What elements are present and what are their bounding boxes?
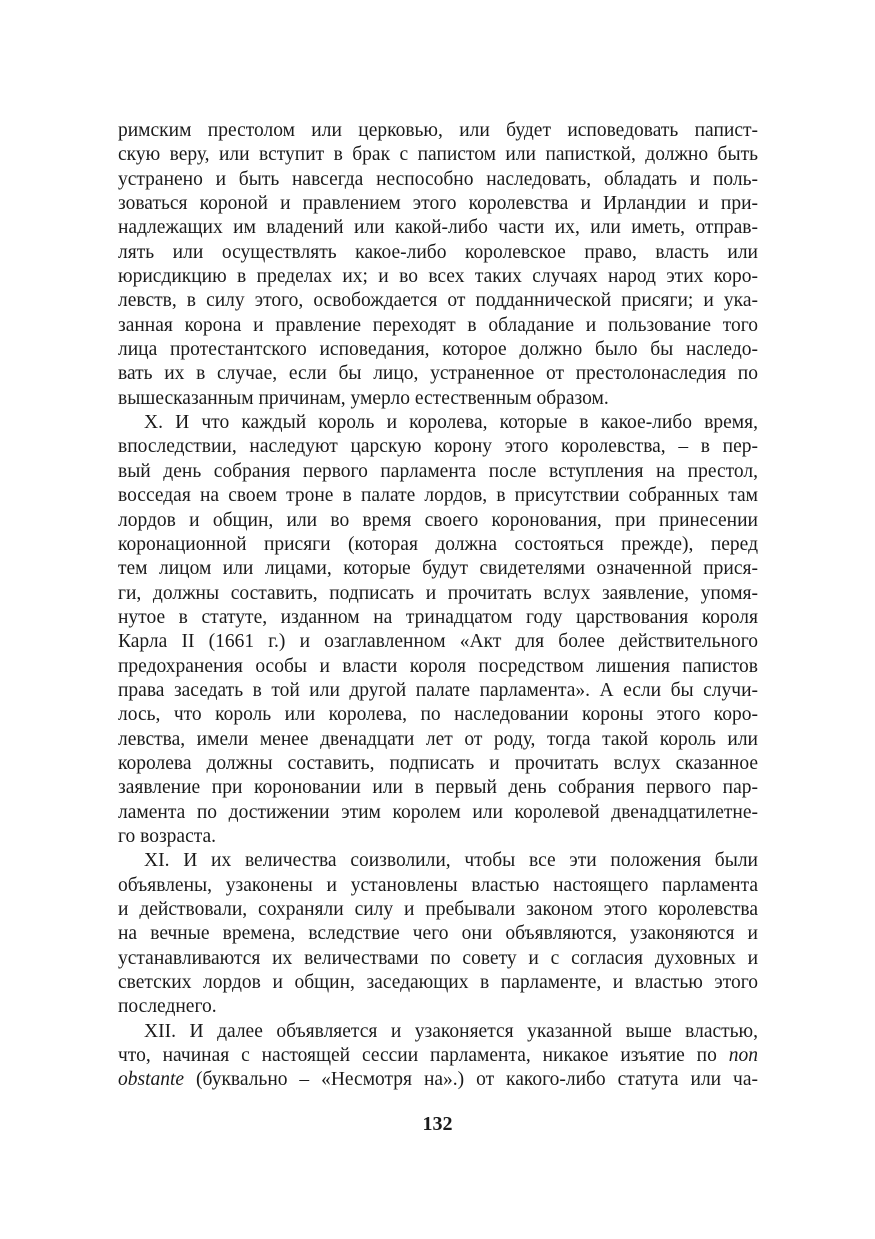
text-line: и действовали, сохраняли силу и пребывали законом этого королевства <box>118 899 758 920</box>
text-line: восседая на своем троне в палате лордов, в присутствии собранных там <box>118 485 758 507</box>
text-line: лица протестантского исповедания, которое должно было бы наследо- <box>118 339 758 361</box>
text-line: заявление при короновании или в первый день собрания первого пар- <box>118 777 758 799</box>
paragraph-xii-start: XII. И далее объявляется и узаконяется указанной выше властью, <box>144 1020 758 1042</box>
body-text <box>118 119 758 1093</box>
text-line: права заседать в той или другой палате парламента». А если бы случи- <box>118 679 758 701</box>
text-line-with-italic <box>118 1044 758 1068</box>
text-line: вый день собрания первого парламента после вступления на престол, <box>118 460 758 482</box>
text-line: юрисдикцию в пределах их; и во всех таких случаях народ этих коро- <box>118 266 758 288</box>
text-line: нутое в статуте, изданном на тринадцатом году царствования короля <box>118 606 758 628</box>
text-line: лордов и общин, или во время своего коронования, при принесении <box>118 509 758 531</box>
text-line: на вечные времена, вследствие чего они объявляются, узаконяются и <box>118 923 758 945</box>
text-line: римским престолом или церковью, или будет исповедовать папист- <box>118 120 758 141</box>
text-line: лось, что король или королева, по наследовании короны этого коро- <box>118 704 758 726</box>
text-segment: (буквально – «Несмотря на».) от какого-либо статута или ча- <box>196 1069 758 1091</box>
text-line: коронационной присяги (которая должна состояться прежде), перед <box>118 533 758 555</box>
text-line: тем лицом или лицами, которые будут свидетелями означенной прися- <box>118 558 758 580</box>
text-segment: что, начиная с настоящей сессии парламента, никакое изъятие по <box>118 1045 717 1067</box>
page-number: 132 <box>422 1113 453 1135</box>
text-line: объявлены, узаконены и установлены властью настоящего парламента <box>118 874 758 896</box>
text-line: впоследствии, наследуют царскую корону этого королевства, – в пер- <box>118 436 758 458</box>
paragraph-x-start: X. И что каждый король и королева, которые в какое-либо время, <box>144 412 758 434</box>
text-line: занная корона и правление переходят в обладание и пользование того <box>118 314 758 336</box>
text-line: устранено и быть навсегда неспособно наследовать, обладать и поль- <box>118 168 758 190</box>
text-line: ги, должны составить, подписать и прочитать вслух заявление, упомя- <box>118 582 758 604</box>
text-line: ламента по достижении этим королем или королевой двенадцатилетне- <box>118 801 758 823</box>
text-line: вышесказанным причинам, умерло естественным образом. <box>118 387 609 409</box>
text-line: левств, в силу этого, освобождается от подданнической присяги; и ука- <box>118 290 758 312</box>
text-line: надлежащих им владений или какой-либо части их, или иметь, отправ- <box>118 217 758 239</box>
text-line: королева должны составить, подписать и прочитать вслух сказанное <box>118 752 758 774</box>
text-line: предохранения особы и власти короля посредством лишения папистов <box>118 655 758 677</box>
text-line: левства, имели менее двенадцати лет от роду, тогда такой король или <box>118 728 758 750</box>
text-line: зоваться короной и правлением этого королевства и Ирландии и при- <box>118 193 758 215</box>
text-line: последнего. <box>118 996 217 1018</box>
text-line: го возраста. <box>118 825 217 847</box>
text-line: Карла II (1661 г.) и озаглавленном «Акт для более действительного <box>118 631 758 653</box>
text-line: скую веру, или вступит в брак с папистом или паписткой, должно быть <box>118 144 758 166</box>
text-line: вать их в случае, если бы лицо, устраненное от престолонаследия по <box>118 363 758 385</box>
text-line: светских лордов и общин, заседающих в парламенте, и властью этого <box>118 972 758 994</box>
italic-term-obstante: obstante <box>118 1069 185 1091</box>
text-line: лять или осуществлять какое-либо королевское право, власть или <box>118 241 758 263</box>
paragraph-xi-start: XI. И их величества соизволили, чтобы все эти положения были <box>144 850 758 872</box>
italic-term-non: non <box>728 1045 759 1067</box>
text-line: устанавливаются их величествами по совету и с согласия духовных и <box>118 947 758 969</box>
text-line-with-italic <box>118 1068 758 1092</box>
